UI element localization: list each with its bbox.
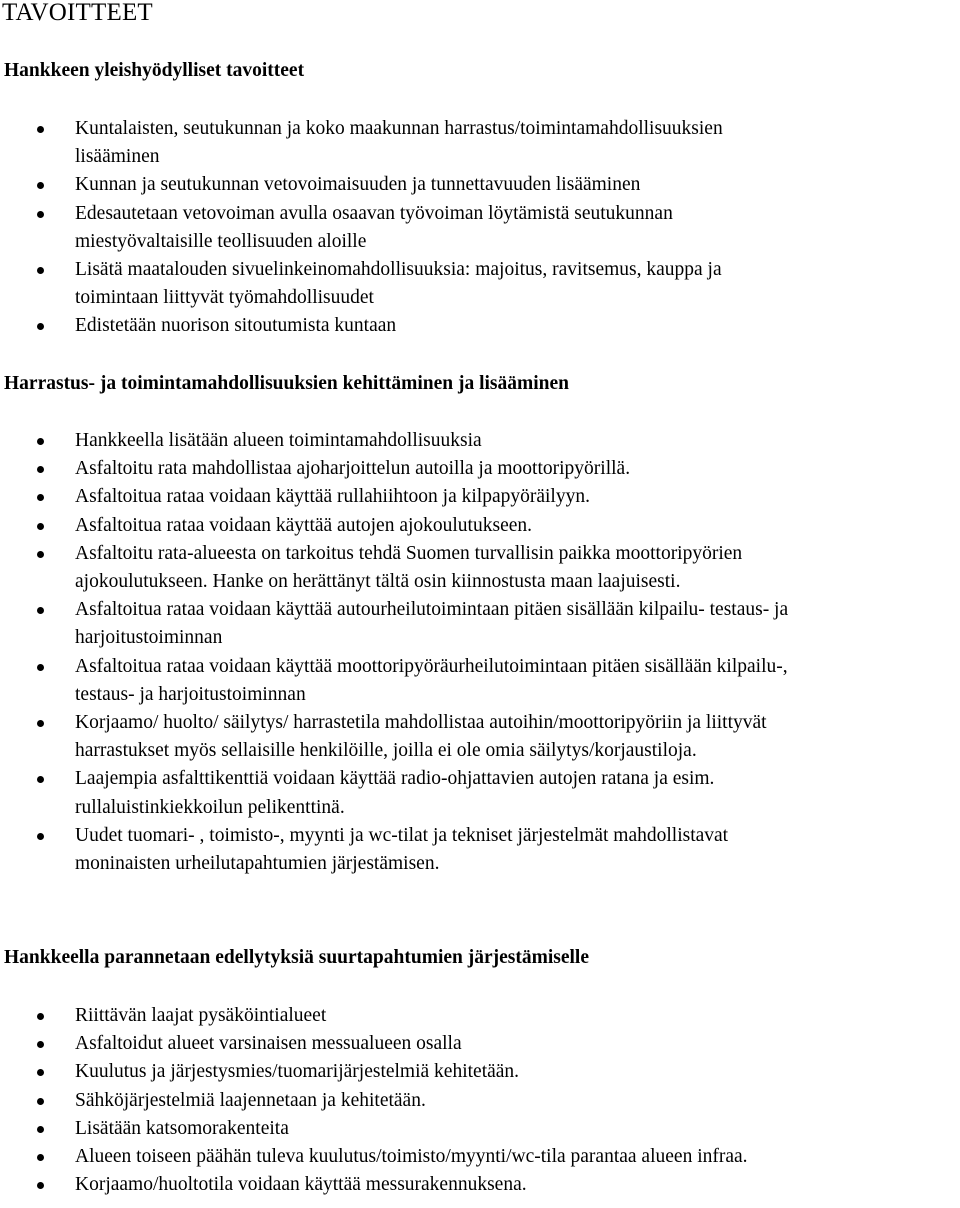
list-item: [0, 455, 960, 483]
section-heading-major-events: Hankkeella parannetaan edellytyksiä suurtapahtumien järjestämiselle: [4, 947, 590, 968]
list-item: [0, 200, 960, 256]
document-title: TAVOITTEET: [2, 0, 153, 26]
bullet-icon: [37, 1098, 44, 1105]
bullet-list-major-events: [0, 1002, 960, 1199]
bullet-icon: [37, 466, 44, 473]
bullet-icon: [37, 1013, 44, 1020]
list-item-text: Sähköjärjestelmiä laajennetaan ja kehitetään.: [75, 1089, 426, 1111]
section-heading-activities: Harrastus- ja toimintamahdollisuuksien kehittäminen ja lisääminen: [4, 373, 570, 394]
bullet-list-general-goals: [0, 115, 960, 341]
list-item-text: Riittävän laajat pysäköintialueet: [75, 1005, 327, 1026]
list-item-text: Kuulutus ja järjestysmies/tuomarijärjestelmiä kehitetään.: [75, 1061, 520, 1083]
list-item-text: Edesautetaan vetovoiman avulla osaavan työvoiman löytämistä seutukunnan miestyövaltaisille teollisuuden aloille: [75, 202, 673, 252]
list-item-text: Asfaltoitua rataa voidaan käyttää rullahiihtoon ja kilpapyöräilyyn.: [75, 486, 590, 508]
bullet-list-activities: [0, 427, 960, 878]
list-item: [0, 1087, 960, 1115]
bullet-icon: [37, 551, 44, 558]
list-item: [0, 512, 960, 540]
list-item-text: Uudet tuomari- , toimisto-, myynti ja wc-tilat ja tekniset järjestelmät mahdollistavat moninaisten urheilutapahtumien järjestämisen.: [75, 824, 729, 875]
list-item-text: Asfaltoidut alueet varsinaisen messualueen osalla: [75, 1033, 462, 1055]
list-item: [0, 1030, 960, 1058]
list-item: [0, 312, 960, 340]
list-item: [0, 653, 960, 709]
list-item-text: Lisätään katsomorakenteita: [75, 1117, 289, 1139]
list-item-text: Laajempia asfalttikenttiä voidaan käyttää radio-ohjattavien autojen ratana ja esim. rullaluistinkiekkoilun pelikenttinä.: [75, 768, 715, 818]
bullet-icon: [37, 494, 44, 501]
list-item: [0, 1171, 960, 1199]
list-item: [0, 483, 960, 511]
list-item-text: Lisätä maatalouden sivuelinkeinomahdollisuuksia: majoitus, ravitsemus, kauppa ja toimintaan liittyvät työmahdollisuudet: [75, 259, 722, 309]
bullet-icon: [37, 126, 44, 133]
list-item: [0, 822, 960, 878]
list-item-text: Asfaltoitu rata-alueesta on tarkoitus tehdä Suomen turvallisin paikka moottoripyörien ajokoulutukseen. Hanke on herättänyt tältä osin kiinnostusta maan laajuisesti.: [75, 542, 743, 593]
list-item: [0, 596, 960, 652]
list-item: [0, 709, 960, 765]
list-item: [0, 765, 960, 821]
list-item: [0, 1058, 960, 1086]
bullet-icon: [37, 211, 44, 218]
list-item-text: Edistetään nuorison sitoutumista kuntaan: [75, 315, 397, 337]
list-item: [0, 427, 960, 455]
list-item: [0, 540, 960, 596]
bullet-icon: [37, 1069, 44, 1076]
bullet-icon: [37, 1126, 44, 1133]
list-item: [0, 1002, 960, 1030]
bullet-icon: [37, 267, 44, 274]
bullet-icon: [37, 776, 44, 783]
list-item-text: Korjaamo/ huolto/ säilytys/ harrastetila mahdollistaa autoihin/moottoripyöriin ja liittyvät harrastukset myös sellaisille henkilöille, joilla ei ole omia säilytys/korjaustiloja.: [75, 712, 767, 762]
bullet-icon: [37, 182, 44, 189]
bullet-icon: [37, 323, 44, 330]
bullet-icon: [37, 1182, 44, 1189]
list-item: [0, 115, 960, 171]
list-item-text: Asfaltoitua rataa voidaan käyttää moottoripyöräurheilutoimintaan pitäen sisällään kilpailu-, testaus- ja harjoitustoiminnan: [75, 655, 788, 705]
bullet-icon: [37, 438, 44, 445]
list-item: [0, 256, 960, 312]
list-item-text: Kunnan ja seutukunnan vetovoimaisuuden ja tunnettavuuden lisääminen: [75, 174, 641, 196]
bullet-icon: [37, 664, 44, 671]
bullet-icon: [37, 833, 44, 840]
list-item-text: Asfaltoitua rataa voidaan käyttää autourheilutoimintaan pitäen sisällään kilpailu- testaus- ja harjoitustoiminnan: [75, 599, 789, 649]
section-heading-general-goals: Hankkeen yleishyödylliset tavoitteet: [4, 60, 305, 81]
list-item: [0, 1115, 960, 1143]
bullet-icon: [37, 523, 44, 530]
bullet-icon: [37, 720, 44, 727]
list-item-text: Asfaltoitua rataa voidaan käyttää autojen ajokoulutukseen.: [75, 514, 533, 536]
list-item-text: Korjaamo/huoltotila voidaan käyttää messurakennuksena.: [75, 1174, 527, 1196]
bullet-icon: [37, 1154, 44, 1161]
list-item-text: Hankkeella lisätään alueen toimintamahdollisuuksia: [75, 430, 482, 451]
list-item: [0, 171, 960, 199]
list-item-text: Alueen toiseen päähän tuleva kuulutus/toimisto/myynti/wc-tila parantaa alueen infraa.: [75, 1146, 748, 1168]
bullet-icon: [37, 607, 44, 614]
list-item: [0, 1143, 960, 1171]
bullet-icon: [37, 1041, 44, 1048]
list-item-text: Asfaltoitu rata mahdollistaa ajoharjoittelun autoilla ja moottoripyörillä.: [75, 458, 631, 480]
list-item-text: Kuntalaisten, seutukunnan ja koko maakunnan harrastus/toimintamahdollisuuksien lisääminen: [75, 118, 723, 168]
